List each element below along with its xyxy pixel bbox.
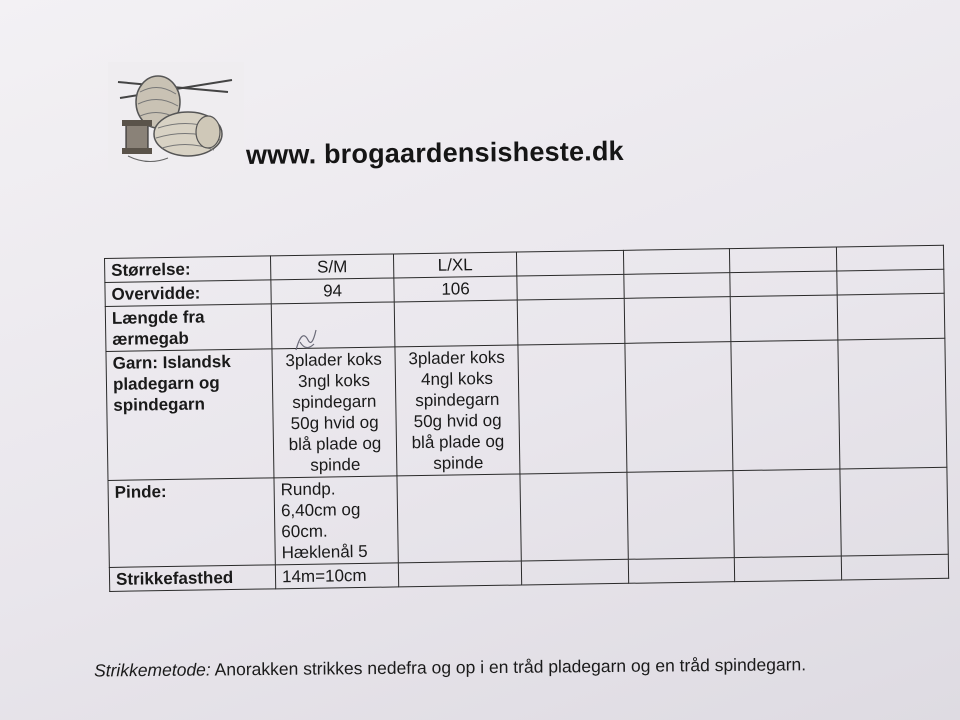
row-label: Pinde: (108, 478, 275, 568)
empty-cell (731, 295, 838, 342)
empty-cell (518, 343, 627, 474)
row-label: Strikkefasthed (109, 565, 275, 592)
empty-cell (735, 556, 842, 582)
cell-sm (271, 302, 395, 349)
table-row (106, 338, 947, 480)
empty-cell (625, 342, 734, 473)
empty-cell (841, 554, 948, 580)
empty-cell (837, 245, 944, 271)
empty-cell (733, 469, 841, 558)
empty-cell (837, 269, 944, 295)
empty-cell (730, 247, 837, 273)
empty-cell (520, 472, 628, 561)
empty-cell (624, 297, 731, 344)
empty-cell (731, 340, 840, 471)
knitting-method-paragraph (94, 649, 894, 686)
cell-lxl: L/XL (394, 252, 517, 278)
empty-cell (840, 467, 948, 556)
empty-cell (628, 558, 735, 584)
empty-cell (627, 471, 735, 560)
cell-lxl (394, 300, 518, 347)
empty-cell (517, 274, 624, 300)
cell-sm: Rundp. 6,40cm og 60cm. Hæklenål 5 (274, 476, 398, 565)
method-text: Anorakken strikkes nedefra og op i en tråd pladegarn og en tråd spindegarn. (210, 654, 807, 680)
row-label: Garn: Islandsk pladegarn og spindegarn (106, 349, 274, 481)
cell-lxl: 3plader koks 4ngl koks spindegarn 50g hvid og blå plade og spinde (395, 345, 520, 476)
website-url: www. brogaardensisheste.dk (245, 136, 624, 170)
method-label: Strikkemetode: (93, 659, 211, 681)
cell-lxl (397, 474, 521, 563)
cell-sm: 94 (271, 278, 394, 304)
empty-cell (516, 250, 623, 276)
cell-sm: 14m=10cm (275, 563, 398, 589)
empty-cell (730, 271, 837, 297)
empty-cell (624, 273, 731, 299)
empty-cell (838, 338, 947, 469)
empty-cell (837, 293, 944, 340)
row-label: Overvidde: (105, 280, 271, 307)
cell-sm: S/M (271, 254, 394, 280)
size-spec-table-wrapper (104, 245, 959, 592)
empty-cell (521, 559, 628, 585)
empty-cell (623, 249, 730, 275)
size-spec-table (104, 245, 949, 592)
cell-lxl (398, 561, 521, 587)
empty-cell (517, 298, 624, 345)
table-row (108, 467, 948, 567)
row-label: Længde fra ærmegab (105, 304, 272, 352)
pen-scribble-mark (292, 322, 322, 361)
yarn-and-needles-icon (108, 62, 244, 170)
cell-sm: 3plader koks 3ngl koks spindegarn 50g hvid og blå plade og spinde (272, 347, 397, 478)
row-label: Størrelse: (105, 256, 271, 283)
cell-lxl: 106 (394, 276, 517, 302)
